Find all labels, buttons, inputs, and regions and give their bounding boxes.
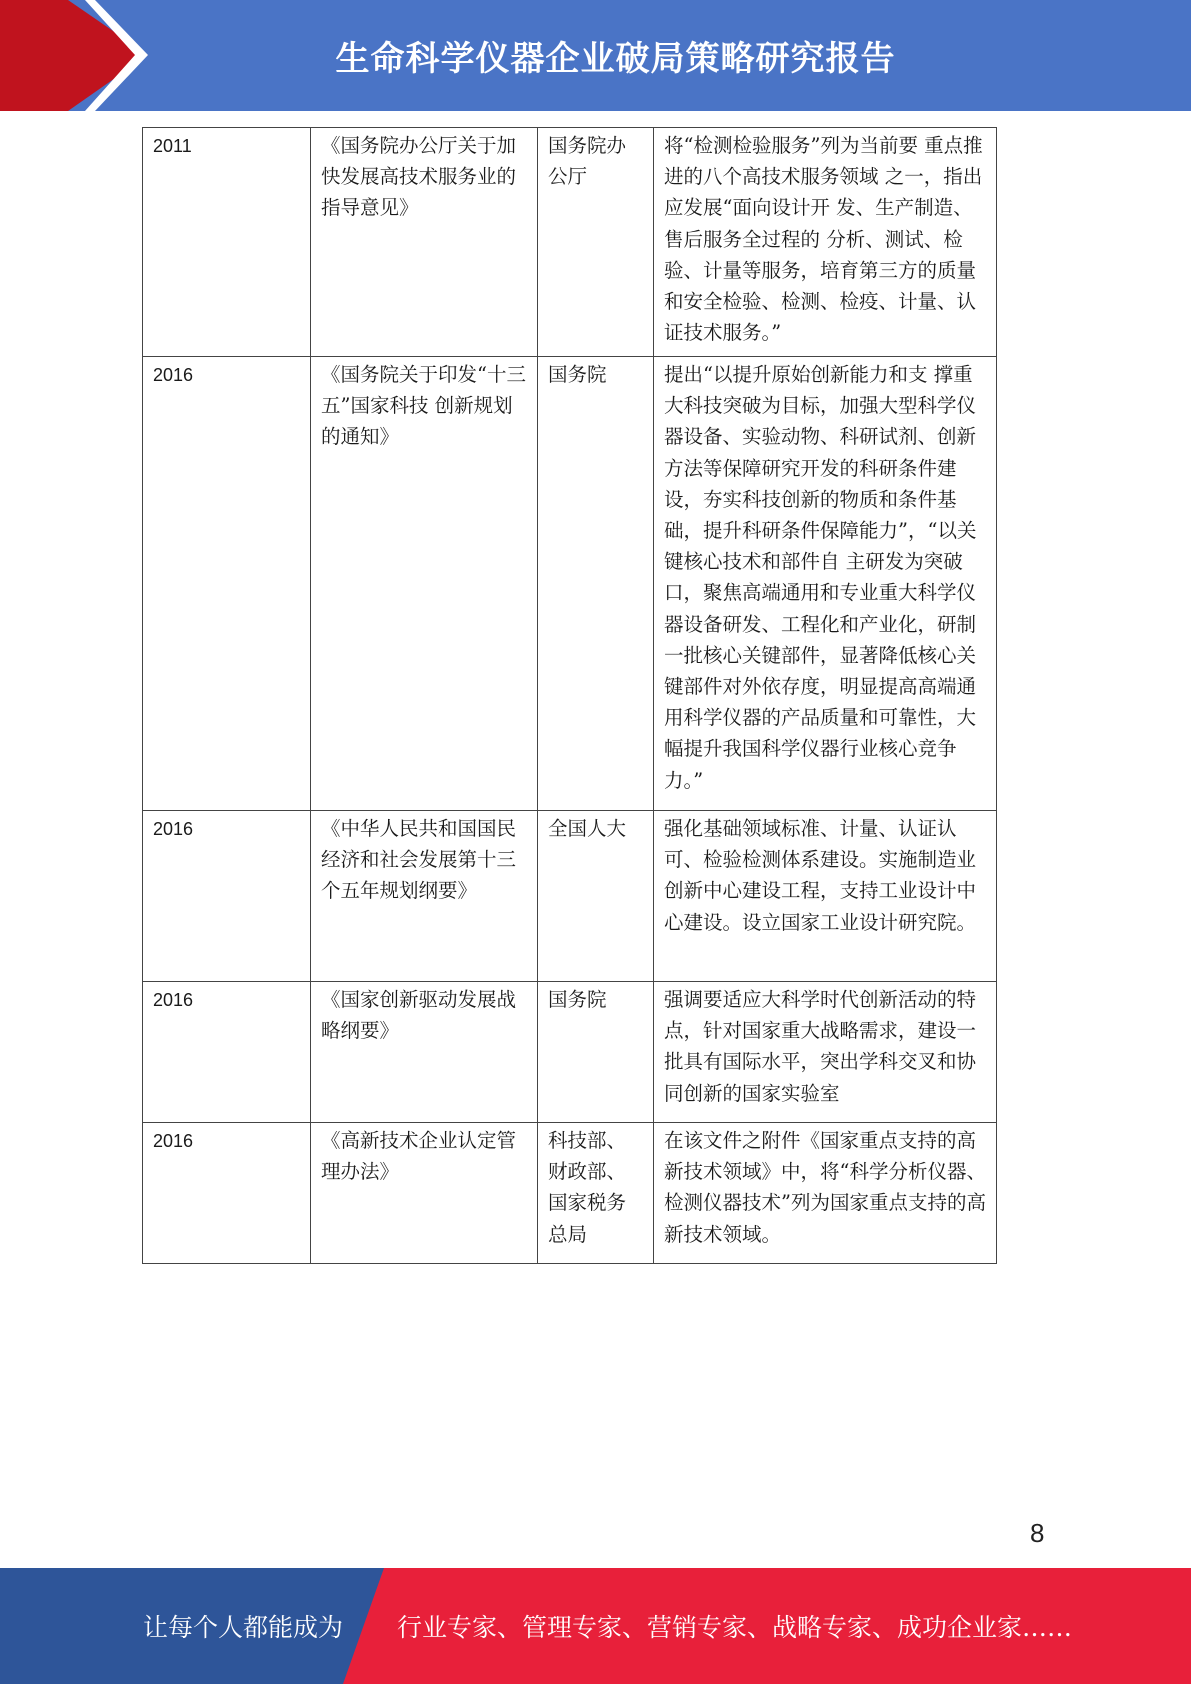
year-cell: 2011 — [143, 128, 311, 356]
page-number: 8 — [1030, 1518, 1045, 1548]
content-cell: 强化基础领域标准、计量、认证认可、检验检测体系建设。实施制造业创新中心建设工程，支持工业设计中心建设。设立国家工业设计研究院。 — [664, 817, 977, 934]
content-cell: 将“检测检验服务”列为当前要 重点推进的八个高技术服务领域 之一，指出应发展“面向设计开 发、生产制造、售后服务全过程的 分析、测试、检验、计量等服务，培育第三方的质量和安全检验、检测、检疫、计量、认证技术服务。” — [664, 134, 983, 345]
table-row — [143, 128, 996, 356]
footer-slogan-left: 让每个人都能成为 — [143, 1613, 344, 1642]
year-cell: 2016 — [143, 982, 311, 1122]
table-row — [143, 1122, 996, 1263]
year-cell: 2016 — [143, 357, 311, 810]
policy-table — [142, 127, 997, 1264]
document-cell: 《国务院办公厅关于加快发展高技术服务业的指导意见》 — [311, 128, 538, 356]
issuer-cell: 国务院办公厅 — [538, 128, 654, 356]
year-cell: 2016 — [143, 1123, 311, 1263]
document-cell: 《国务院关于印发“十三五”国家科技 创新规划的通知》 — [311, 357, 538, 810]
document-cell: 《中华人民共和国国民经济和社会发展第十三个五年规划纲要》 — [311, 811, 538, 981]
report-title: 生命科学仪器企业破局策略研究报告 — [335, 39, 896, 79]
document-cell: 《国家创新驱动发展战略纲要》 — [311, 982, 538, 1122]
issuer-cell: 全国人大 — [538, 811, 654, 981]
document-cell: 《高新技术企业认定管理办法》 — [311, 1123, 538, 1263]
footer-slogan-right: 行业专家、管理专家、营销专家、战略专家、成功企业家…… — [397, 1613, 1073, 1642]
content-cell: 在该文件之附件《国家重点支持的高新技术领域》中，将“科学分析仪器、检测仪器技术”列为国家重点支持的高新技术领域。 — [664, 1129, 986, 1246]
content-cell: 提出“以提升原始创新能力和支 撑重大科技突破为目标，加强大型科学仪器设备、实验动物、科研试剂、创新方法等保障研究开发的科研条件建设，夯实科技创新的物质和条件基础，提升科研条件保障能力”，“以关键核心技术和部件自 主研发为突破口，聚焦高端通用和专业重大科学仪器设备研发、工程化和产业化，研制一批核心关键部件，显著降低核心关键部件对外依存度，明显提高高端通用科学仪器的产品质量和可靠性，大幅提升我国科学仪器行业核心竞争力。” — [664, 363, 977, 792]
issuer-cell: 科技部、财政部、国家税务总局 — [538, 1123, 654, 1263]
issuer-cell: 国务院 — [538, 982, 654, 1122]
year-cell: 2016 — [143, 811, 311, 981]
content-cell: 强调要适应大科学时代创新活动的特点，针对国家重大战略需求，建设一批具有国际水平，突出学科交叉和协同创新的国家实验室 — [664, 988, 977, 1105]
table-row — [143, 356, 996, 810]
issuer-cell: 国务院 — [538, 357, 654, 810]
header-banner — [0, 0, 1191, 111]
footer-banner — [0, 1568, 1191, 1684]
table-row — [143, 981, 996, 1122]
table-row — [143, 810, 996, 981]
